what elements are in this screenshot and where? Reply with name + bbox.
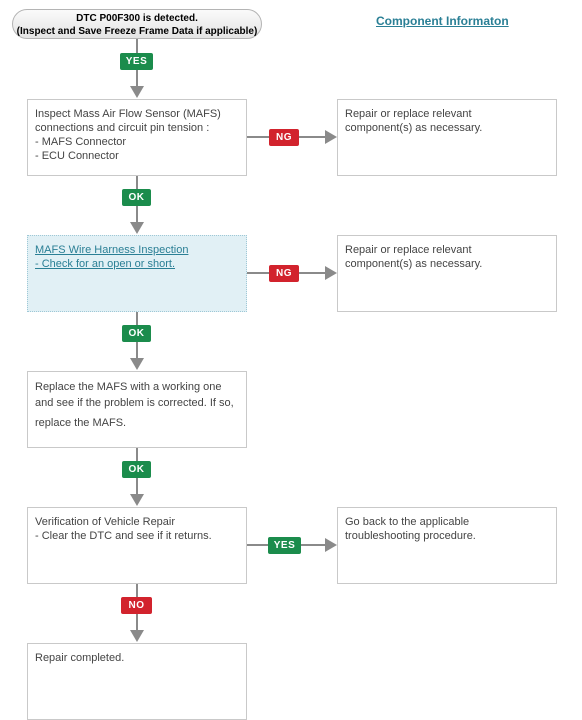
step-repair-completed — [27, 643, 247, 720]
decision-yes-badge: YES — [268, 537, 301, 554]
result-text-line: Repair or replace relevant — [345, 244, 472, 256]
step-text-line: replace the MAFS. — [35, 417, 127, 429]
step-text-line: - ECU Connector — [35, 150, 119, 162]
step-text-line: and see if the problem is corrected. If so, — [35, 397, 234, 409]
step-verification-of-vehicle-repair — [27, 507, 247, 584]
step-mafs-wire-harness-inspection[interactable] — [27, 235, 247, 312]
result-text-line: Go back to the applicable — [345, 516, 470, 528]
decision-ok-badge: OK — [122, 325, 151, 342]
step-text-line: Verification of Vehicle Repair — [35, 516, 176, 528]
decision-ng-badge: NG — [269, 265, 299, 282]
arrow-right-icon — [325, 266, 337, 280]
arrow-down-icon — [130, 630, 144, 642]
arrow-down-icon — [130, 494, 144, 506]
decision-ok-badge: OK — [122, 461, 151, 478]
result-text-line: component(s) as necessary. — [345, 258, 483, 270]
result-text-line: Repair or replace relevant — [345, 108, 472, 120]
step-text-line: Replace the MAFS with a working one — [35, 381, 222, 393]
start-title: DTC P00F300 is detected. — [76, 13, 198, 24]
arrow-right-icon — [325, 130, 337, 144]
decision-ok-badge: OK — [122, 189, 151, 206]
step-link-line[interactable]: - Check for an open or short. — [35, 258, 176, 270]
step-text-line: connections and circuit pin tension : — [35, 122, 210, 134]
start-subtitle: (Inspect and Save Freeze Frame Data if applicable) — [16, 26, 258, 37]
result-repair-replace — [337, 99, 557, 176]
step-inspect-mafs-connections — [27, 99, 247, 176]
arrow-right-icon — [325, 538, 337, 552]
arrow-down-icon — [130, 86, 144, 98]
result-back-to-troubleshooting — [337, 507, 557, 584]
result-repair-replace — [337, 235, 557, 312]
step-text-line: Inspect Mass Air Flow Sensor (MAFS) — [35, 108, 221, 120]
decision-no-badge: NO — [121, 597, 152, 614]
step-replace-mafs — [27, 371, 247, 448]
start-node — [12, 9, 262, 39]
decision-yes-badge: YES — [120, 53, 153, 70]
step-text-line: Repair completed. — [35, 652, 125, 664]
step-text-line: - MAFS Connector — [35, 136, 127, 148]
result-text-line: troubleshooting procedure. — [345, 530, 476, 542]
step-text-line: - Clear the DTC and see if it returns. — [35, 530, 212, 542]
result-text-line: component(s) as necessary. — [345, 122, 483, 134]
component-information-link[interactable]: Component Informaton — [376, 14, 509, 28]
decision-ng-badge: NG — [269, 129, 299, 146]
arrow-down-icon — [130, 358, 144, 370]
step-link-line[interactable]: MAFS Wire Harness Inspection — [35, 244, 189, 256]
arrow-down-icon — [130, 222, 144, 234]
